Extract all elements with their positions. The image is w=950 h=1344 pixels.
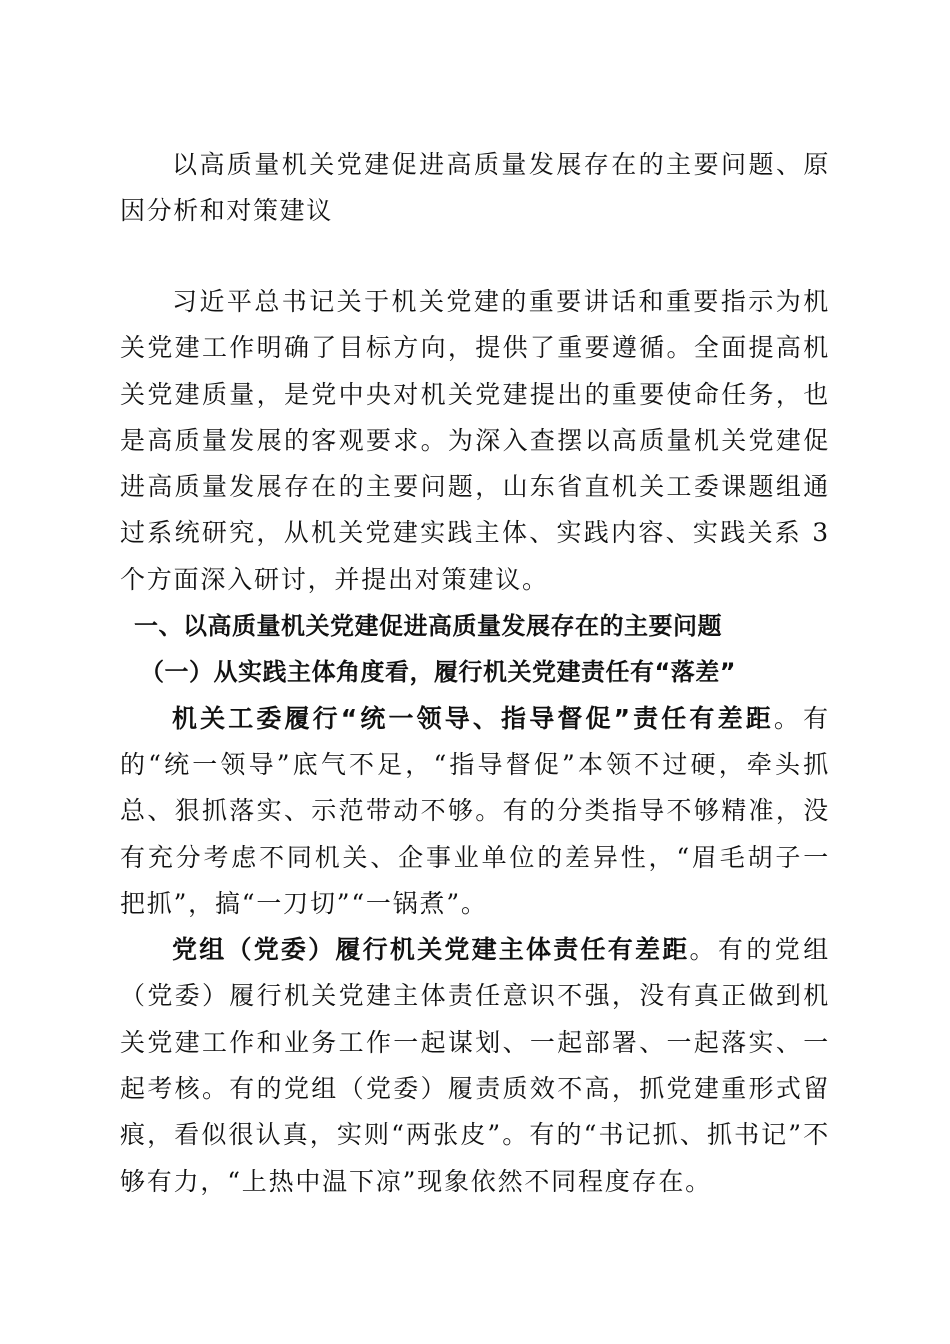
subsection-heading-1: （一）从实践主体角度看，履行机关党建责任有“落差”: [140, 658, 737, 687]
intro-paragraph: 习近平总书记关于机关党建的重要讲话和重要指示为机关党建工作明确了目标方向，提供了重要遵循。全面提高机关党建质量，是党中央对机关党建提出的重要使命任务，也是高质量发展的客观要求。为深入查摆以高质量机关党建促进高质量发展存在的主要问题，山东省直机关工委课题组通过系统研究，从机关党建实践主体、实践内容、实践关系 3 个方面深入研讨，并提出对策建议。: [120, 287, 830, 594]
paragraph-text: 。有的党组（党委）履行机关党建主体责任意识不强，没有真正做到机关党建工作和业务工作一起谋划、一起部署、一起落实、一起考核。有的党组（党委）履责质效不高，抓党建重形式留痕，看似很认真，实则“两张皮”。有的“书记抓、抓书记”不够有力，“上热中温下凉”现象依然不同程度存在。: [120, 935, 830, 1196]
paragraph-commission-responsibility: [120, 696, 830, 927]
paragraph-lead: 党组（党委）履行机关党建主体责任有差距: [172, 935, 690, 965]
paragraph-text: 。有的“统一领导”底气不足，“指导督促”本领不过硬，牵头抓总、狠抓落实、示范带动不够。有的分类指导不够精准，没有充分考虑不同机关、企事业单位的差异性，“眉毛胡子一把抓”，搞“一刀切”“一锅煮”。: [120, 703, 830, 918]
paragraph-party-group-responsibility: [120, 927, 830, 1205]
document-body: [120, 279, 830, 1205]
document-title: 以高质量机关党建促进高质量发展存在的主要问题、原因分析和对策建议: [120, 150, 830, 225]
section-heading-1: 一、以高质量机关党建促进高质量发展存在的主要问题: [134, 612, 722, 641]
paragraph-lead: 机关工委履行“统一领导、指导督促”责任有差距: [172, 703, 774, 733]
